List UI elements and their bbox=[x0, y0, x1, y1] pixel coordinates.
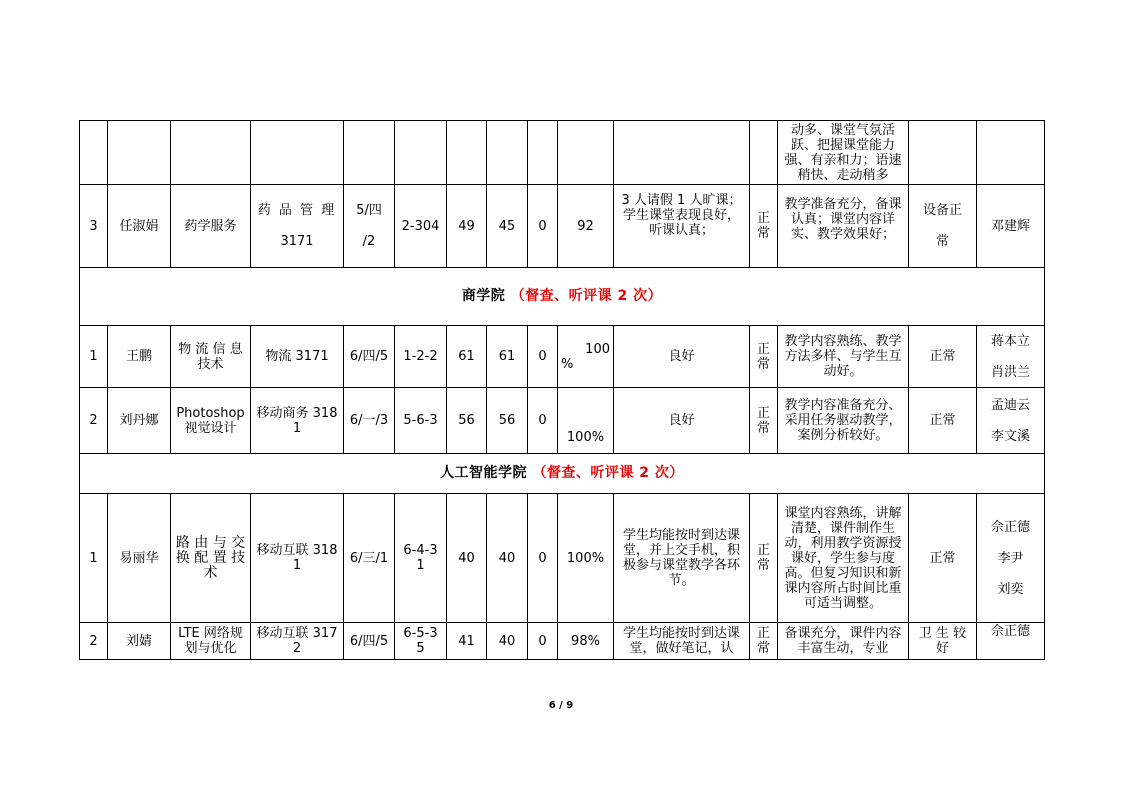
class-cell: 物流 3171 bbox=[251, 326, 344, 388]
student-cell: 3 人请假 1 人旷课；学生课堂表现良好，听课认真； bbox=[614, 185, 750, 268]
actual-cell: 61 bbox=[487, 326, 528, 388]
course-cell: 路 由 与 交 换 配 置 技 术 bbox=[171, 494, 251, 623]
actual-cell: 45 bbox=[487, 185, 528, 268]
table-row bbox=[80, 121, 1045, 185]
expected-cell: 40 bbox=[447, 494, 487, 623]
period-cell: 1-2-2 bbox=[395, 326, 447, 388]
order-cell: 正常 bbox=[750, 623, 778, 660]
order-cell: 正常 bbox=[750, 326, 778, 388]
comment-cell: 课堂内容熟练，讲解清楚，课件制作生动，利用教学资源授课好，学生参与度高。但复习知识和新课内容所占时间比重可适当调整。 bbox=[778, 494, 909, 623]
week-cell: 6/四/5 bbox=[344, 326, 395, 388]
late-cell: 0 bbox=[528, 623, 558, 660]
teacher-cell: 任淑娟 bbox=[108, 185, 171, 268]
week-cell: 6/四/5 bbox=[344, 623, 395, 660]
table-row bbox=[80, 494, 1045, 623]
course-cell: Photoshop 视觉设计 bbox=[171, 388, 251, 454]
table-row bbox=[80, 623, 1045, 660]
listener-cell: 邓建辉 bbox=[977, 185, 1045, 268]
listener-cell: 佘正德 bbox=[977, 623, 1045, 660]
rate-cell: 100 % bbox=[558, 326, 614, 388]
period-cell: 6-4-3 1 bbox=[395, 494, 447, 623]
section-header-row bbox=[80, 268, 1045, 326]
week-cell: 6/一/3 bbox=[344, 388, 395, 454]
listener-cell: 蒋本立 肖洪兰 bbox=[977, 326, 1045, 388]
expected-cell: 56 bbox=[447, 388, 487, 454]
inspection-table bbox=[79, 120, 1045, 660]
listener-cell: 孟迪云 李文溪 bbox=[977, 388, 1045, 454]
equipment-cell: 正常 bbox=[909, 494, 977, 623]
comment-cell: 教学准备充分，备课认真；课堂内容详实、教学效果好； bbox=[778, 185, 909, 268]
expected-cell: 61 bbox=[447, 326, 487, 388]
teacher-cell: 刘丹娜 bbox=[108, 388, 171, 454]
teacher-cell: 刘婧 bbox=[108, 623, 171, 660]
comment-cell: 教学内容熟练、教学方法多样、与学生互动好。 bbox=[778, 326, 909, 388]
section-note: （督查、听评课 2 次） bbox=[510, 288, 663, 304]
comment-cell: 动多、课堂气氛活跃、把握课堂能力强、有亲和力；语速稍快、走动稍多 bbox=[778, 121, 909, 185]
class-cell: 药 品 管 理 3171 bbox=[251, 185, 344, 268]
student-cell: 良好 bbox=[614, 326, 750, 388]
table-row bbox=[80, 185, 1045, 268]
no-cell: 3 bbox=[80, 185, 108, 268]
section-name: 商学院 bbox=[461, 288, 506, 304]
equipment-cell: 正常 bbox=[909, 388, 977, 454]
course-cell: LTE 网络规划与优化 bbox=[171, 623, 251, 660]
order-cell: 正常 bbox=[750, 494, 778, 623]
page-number: 6 / 9 bbox=[548, 700, 574, 711]
section-title bbox=[80, 454, 1045, 494]
order-cell: 正常 bbox=[750, 388, 778, 454]
no-cell: 1 bbox=[80, 326, 108, 388]
student-cell: 良好 bbox=[614, 388, 750, 454]
period-cell: 6-5-3 5 bbox=[395, 623, 447, 660]
late-cell: 0 bbox=[528, 388, 558, 454]
course-cell: 物 流 信 息 技术 bbox=[171, 326, 251, 388]
section-title bbox=[80, 268, 1045, 326]
expected-cell: 41 bbox=[447, 623, 487, 660]
student-cell: 学生均能按时到达课堂，并上交手机，积极参与课堂教学各环节。 bbox=[614, 494, 750, 623]
section-header-row bbox=[80, 454, 1045, 494]
equipment-cell: 正常 bbox=[909, 326, 977, 388]
expected-cell: 49 bbox=[447, 185, 487, 268]
student-cell: 学生均能按时到达课堂，做好笔记，认 bbox=[614, 623, 750, 660]
equipment-cell: 卫 生 较 好 bbox=[909, 623, 977, 660]
actual-cell: 40 bbox=[487, 494, 528, 623]
rate-cell: 98% bbox=[558, 623, 614, 660]
comment-cell: 教学内容准备充分、采用任务驱动教学，案例分析较好。 bbox=[778, 388, 909, 454]
actual-cell: 56 bbox=[487, 388, 528, 454]
rate-cell: 100% bbox=[558, 494, 614, 623]
table-row bbox=[80, 326, 1045, 388]
class-cell: 移动互联 3172 bbox=[251, 623, 344, 660]
no-cell: 1 bbox=[80, 494, 108, 623]
teacher-cell: 王鹏 bbox=[108, 326, 171, 388]
comment-cell: 备课充分，课件内容丰富生动，专业 bbox=[778, 623, 909, 660]
order-cell: 正常 bbox=[750, 185, 778, 268]
week-cell: 6/三/1 bbox=[344, 494, 395, 623]
actual-cell: 40 bbox=[487, 623, 528, 660]
rate-cell: 92 bbox=[558, 185, 614, 268]
listener-cell: 佘正德 李尹 刘奕 bbox=[977, 494, 1045, 623]
table-row bbox=[80, 388, 1045, 454]
rate-cell: 100% bbox=[558, 388, 614, 454]
no-cell: 2 bbox=[80, 623, 108, 660]
no-cell: 2 bbox=[80, 388, 108, 454]
class-cell: 移动互联 3181 bbox=[251, 494, 344, 623]
teacher-cell: 易丽华 bbox=[108, 494, 171, 623]
week-cell: 5/四 /2 bbox=[344, 185, 395, 268]
class-cell: 移动商务 3181 bbox=[251, 388, 344, 454]
room-cell: 2-304 bbox=[395, 185, 447, 268]
late-cell: 0 bbox=[528, 185, 558, 268]
late-cell: 0 bbox=[528, 494, 558, 623]
section-note: （督查、听评课 2 次） bbox=[532, 465, 684, 481]
late-cell: 0 bbox=[528, 326, 558, 388]
section-name: 人工智能学院 bbox=[440, 465, 528, 481]
period-cell: 5-6-3 bbox=[395, 388, 447, 454]
equipment-cell: 设备正 常 bbox=[909, 185, 977, 268]
course-cell: 药学服务 bbox=[171, 185, 251, 268]
